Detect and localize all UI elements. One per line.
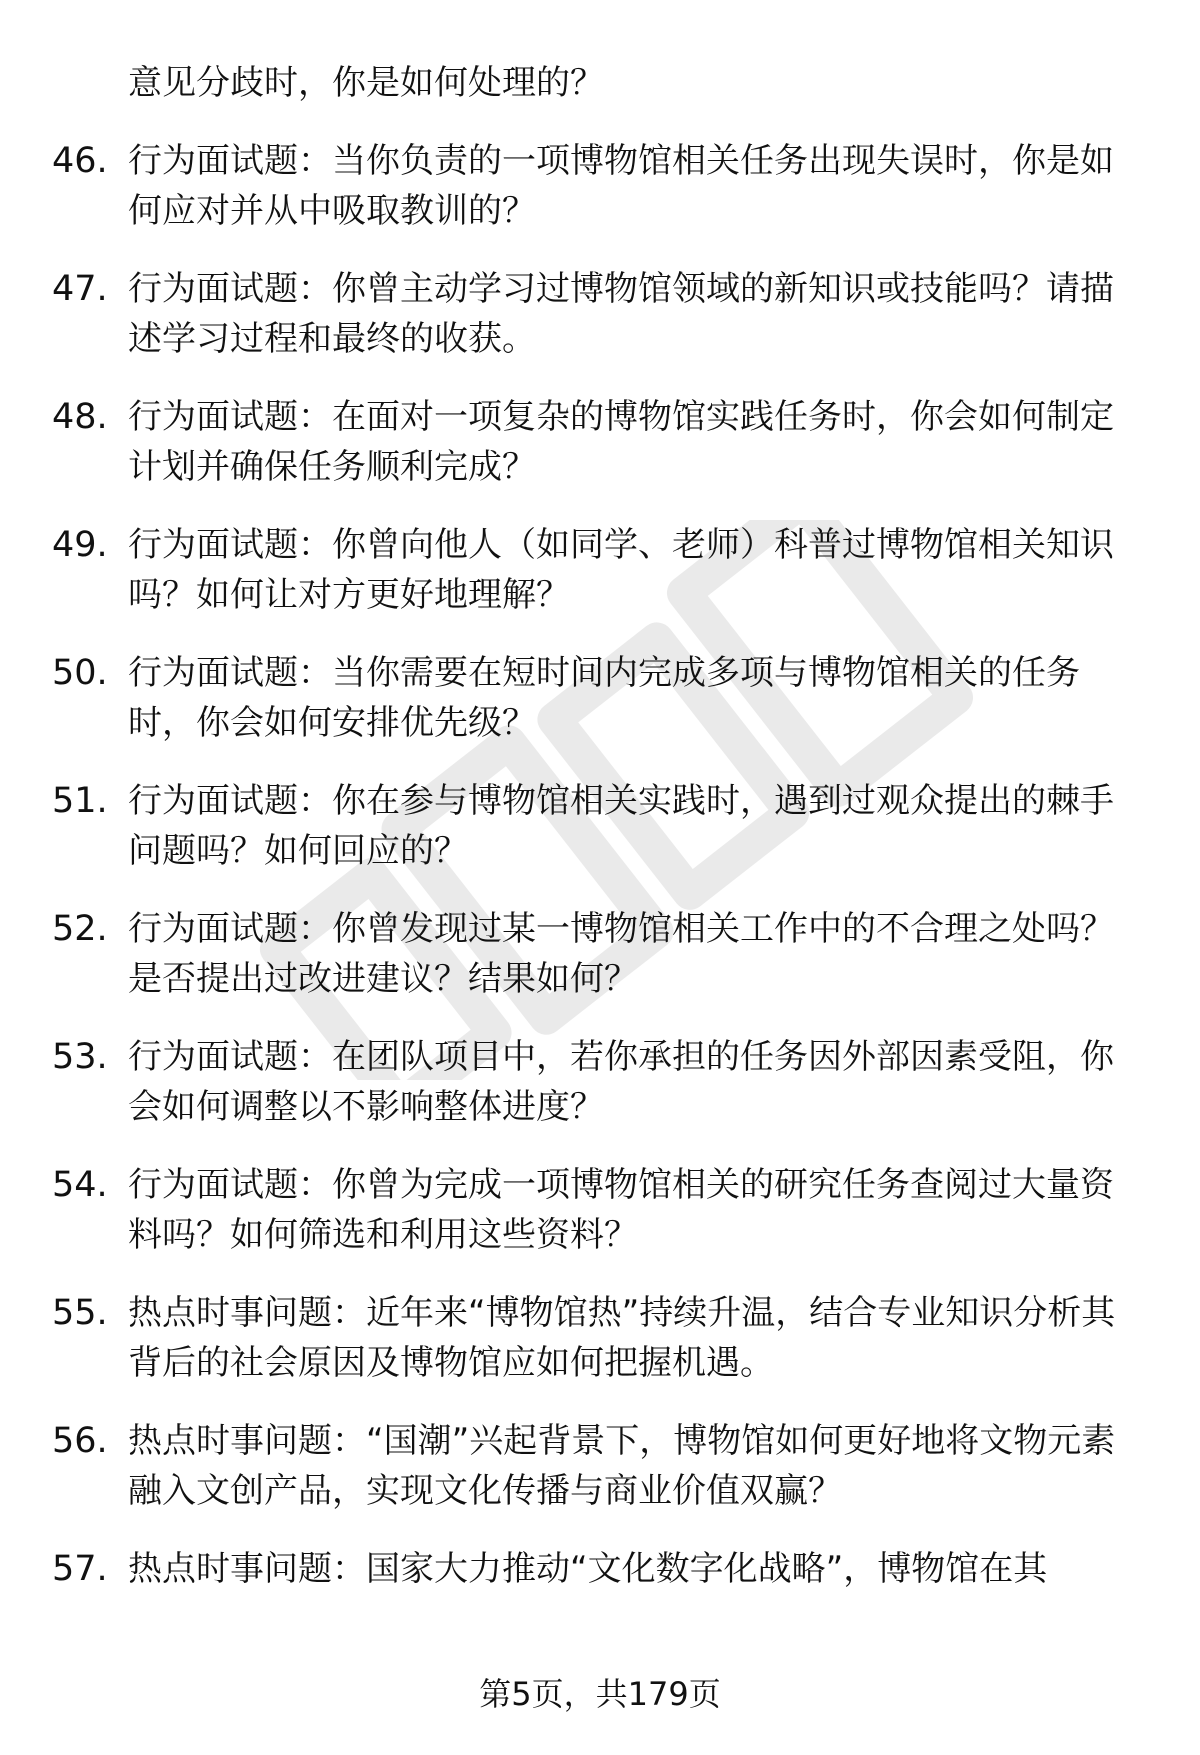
item-text: 行为面试题：当你需要在短时间内完成多项与博物馆相关的任务时，你会如何安排优先级？: [128, 653, 1080, 743]
list-item: [52, 1544, 1137, 1594]
item-number: 52.: [52, 909, 108, 949]
list-item: [52, 1160, 1137, 1260]
list-item: [52, 1288, 1137, 1388]
item-text: 行为面试题：你曾为完成一项博物馆相关的研究任务查阅过大量资料吗？如何筛选和利用这些资料？: [128, 1165, 1114, 1255]
list-item: [52, 136, 1137, 236]
item-text: 热点时事问题：“国潮”兴起背景下，博物馆如何更好地将文物元素融入文创产品，实现文化传播与商业价值双赢？: [128, 1421, 1116, 1511]
item-number: 48.: [52, 397, 108, 437]
list-item: [52, 776, 1137, 876]
item-number: 53.: [52, 1037, 108, 1077]
list-item: [52, 648, 1137, 748]
list-item: [52, 1416, 1137, 1516]
item-text: 热点时事问题：国家大力推动“文化数字化战略”，博物馆在其: [128, 1549, 1048, 1589]
item-number: 46.: [52, 141, 108, 181]
continued-text: 意见分歧时，你是如何处理的？: [128, 63, 604, 103]
item-text: 行为面试题：在团队项目中，若你承担的任务因外部因素受阻，你会如何调整以不影响整体进度？: [128, 1037, 1114, 1127]
item-text: 行为面试题：你曾发现过某一博物馆相关工作中的不合理之处吗？是否提出过改进建议？结果如何？: [128, 909, 1114, 999]
item-text: 行为面试题：当你负责的一项博物馆相关任务出现失误时，你是如何应对并从中吸取教训的？: [128, 141, 1114, 231]
item-number: 57.: [52, 1549, 108, 1589]
item-text: 行为面试题：你曾向他人（如同学、老师）科普过博物馆相关知识吗？如何让对方更好地理解？: [128, 525, 1114, 615]
list-item: [52, 392, 1137, 492]
item-number: 56.: [52, 1421, 108, 1461]
item-number: 51.: [52, 781, 108, 821]
list-item: [52, 264, 1137, 364]
item-number: 50.: [52, 653, 108, 693]
item-number: 49.: [52, 525, 108, 565]
question-list: [52, 58, 1137, 1622]
list-item: [52, 520, 1137, 620]
item-number: 47.: [52, 269, 108, 309]
item-text: 行为面试题：你在参与博物馆相关实践时，遇到过观众提出的棘手问题吗？如何回应的？: [128, 781, 1114, 871]
item-number: 54.: [52, 1165, 108, 1205]
item-text: 热点时事问题：近年来“博物馆热”持续升温，结合专业知识分析其背后的社会原因及博物馆应如何把握机遇。: [128, 1293, 1116, 1383]
item-text: 行为面试题：你曾主动学习过博物馆领域的新知识或技能吗？请描述学习过程和最终的收获。: [128, 269, 1114, 359]
list-item: [52, 1032, 1137, 1132]
item-text: 行为面试题：在面对一项复杂的博物馆实践任务时，你会如何制定计划并确保任务顺利完成？: [128, 397, 1114, 487]
list-item: [52, 904, 1137, 1004]
item-number: 55.: [52, 1293, 108, 1333]
page-footer: 第5页，共179页: [479, 1675, 721, 1713]
